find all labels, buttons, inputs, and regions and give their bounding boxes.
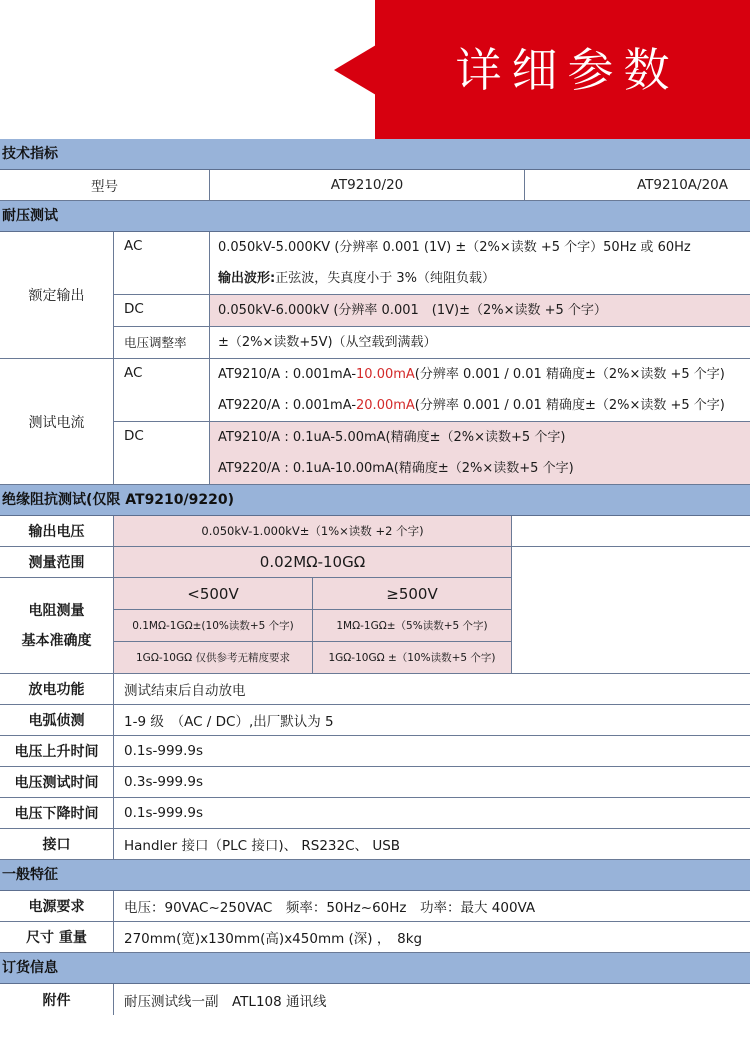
section-order: 订货信息 xyxy=(0,953,750,984)
section-withstand: 耐压测试 xyxy=(0,201,750,232)
r2-high: 1GΩ-10GΩ ±（10%读数+5 个字) xyxy=(313,642,511,673)
row-key: 电压下降时间 xyxy=(0,798,114,828)
section-tech: 技术指标 xyxy=(0,139,750,170)
ins-output-voltage-label: 输出电压 xyxy=(0,516,114,546)
banner-notch xyxy=(334,45,376,95)
ac-spec-line: 0.050kV-5.000KV (分辨率 0.001 (1V) ±（2%×读数 +5 个字）50Hz 或 60Hz xyxy=(218,240,691,255)
ins-range-label: 测量范围 xyxy=(0,547,114,577)
ins-output-voltage-value: 0.050kV-1.000kV±（1%×读数 +2 个字) xyxy=(114,516,512,546)
misc-row xyxy=(0,767,750,798)
dc-spec-line: 0.050kV-6.000kV (分辨率 0.001 (1V)±（2%×读数 +5 个字） xyxy=(218,303,607,318)
row-key: 附件 xyxy=(0,984,114,1015)
r1-low: 0.1MΩ-1GΩ±(10%读数+5 个字) xyxy=(114,610,313,641)
row-key: 电弧侦测 xyxy=(0,705,114,735)
row-value: 1-9 级 （AC / DC）,出厂默认为 5 xyxy=(124,714,334,730)
section-insulation: 绝缘阻抗测试(仅限 AT9210/9220) xyxy=(0,485,750,516)
accuracy-label-line-2: 基本准确度 xyxy=(21,632,92,649)
test-current-dc xyxy=(114,422,750,484)
order-row xyxy=(0,984,750,1015)
rated-output-ac xyxy=(114,232,750,295)
current-dc-line-1: AT9210/A : 0.1uA-5.00mA(精确度±（2%×读数+5 个字) xyxy=(218,430,566,445)
r2-low: 1GΩ-10GΩ 仅供参考无精度要求 xyxy=(114,642,313,673)
r1-high: 1MΩ-1GΩ±（5%读数+5 个字) xyxy=(313,610,511,641)
misc-row xyxy=(0,674,750,705)
row-value: 耐压测试线一副 ATL108 通讯线 xyxy=(124,993,327,1010)
misc-row xyxy=(0,829,750,860)
line-suffix: (分辨率 0.001 / 0.01 精确度±（2%×读数 +5 个字) xyxy=(414,367,725,382)
row-key: 放电功能 xyxy=(0,674,114,704)
current-ac-line-1 xyxy=(210,359,750,390)
ins-range-accuracy-block xyxy=(0,547,750,674)
line-highlight: 20.00mA xyxy=(356,398,415,413)
spec-table xyxy=(0,139,750,1015)
dc-key: DC xyxy=(114,295,210,326)
test-current-ac xyxy=(114,359,750,422)
row-value: Handler 接口（PLC 接口)、 RS232C、 USB xyxy=(124,838,401,854)
model-label: 型号 xyxy=(0,170,210,200)
test-current-label: 测试电流 xyxy=(0,359,114,484)
rated-output-group xyxy=(0,232,750,359)
line-highlight: 10.00mA xyxy=(356,367,415,382)
current-dc-key: DC xyxy=(114,422,210,484)
line-suffix: (分辨率 0.001 / 0.01 精确度±（2%×读数 +5 个字) xyxy=(414,398,725,413)
current-ac-line-2 xyxy=(210,390,750,421)
regulation-line: ±（2%×读数+5V)（从空载到满载） xyxy=(218,335,437,350)
model-row xyxy=(0,170,750,201)
row-key: 电压测试时间 xyxy=(0,767,114,797)
rated-output-label: 额定输出 xyxy=(0,232,114,358)
misc-row xyxy=(0,736,750,767)
row-value: 0.1s-999.9s xyxy=(124,743,204,759)
model-b: AT9210A/20A xyxy=(637,177,728,193)
misc-row xyxy=(0,798,750,829)
row-value: 0.1s-999.9s xyxy=(124,805,204,821)
section-general: 一般特征 xyxy=(0,860,750,891)
general-row xyxy=(0,922,750,953)
col-low-voltage: <500V xyxy=(114,578,313,609)
rated-output-dc xyxy=(114,295,750,327)
line-prefix: AT9220/A : 0.001mA- xyxy=(218,398,357,413)
row-value: 测试结束后自动放电 xyxy=(124,683,246,699)
accuracy-label-line-1: 电阻测量 xyxy=(28,602,85,619)
general-row xyxy=(0,891,750,922)
line-prefix: AT9210/A : 0.001mA- xyxy=(218,367,357,382)
banner-title: 详细参数 xyxy=(455,43,680,97)
row-key: 电压上升时间 xyxy=(0,736,114,766)
model-a: AT9210/20 xyxy=(210,170,525,200)
ins-accuracy-label xyxy=(0,578,114,673)
row-value: 电压：90VAC~250VAC 频率：50Hz~60Hz 功率：最大 400VA xyxy=(124,900,536,916)
row-value: 270mm(宽)x130mm(高)x450mm (深) ， 8kg xyxy=(124,931,423,947)
ac-key: AC xyxy=(114,232,210,294)
regulation-key: 电压调整率 xyxy=(114,327,210,358)
waveform-label: 输出波形: xyxy=(218,271,276,286)
test-current-group xyxy=(0,359,750,485)
ins-range-value: 0.02MΩ-10GΩ xyxy=(114,547,512,577)
row-key: 接口 xyxy=(0,829,114,859)
ac-waveform-line xyxy=(210,263,750,294)
voltage-regulation xyxy=(114,327,750,358)
col-high-voltage: ≥500V xyxy=(313,578,511,609)
current-dc-line-2: AT9220/A : 0.1uA-10.00mA(精确度±（2%×读数+5 个字) xyxy=(218,461,574,476)
row-key: 尺寸 重量 xyxy=(0,922,114,952)
row-value: 0.3s-999.9s xyxy=(124,774,204,790)
waveform-value: 正弦波，失真度小于 3%（纯阻负载） xyxy=(275,271,495,286)
current-ac-key: AC xyxy=(114,359,210,421)
misc-row xyxy=(0,705,750,736)
ins-output-voltage-row xyxy=(0,516,750,547)
ins-accuracy-grid xyxy=(114,578,512,673)
row-key: 电源要求 xyxy=(0,891,114,921)
